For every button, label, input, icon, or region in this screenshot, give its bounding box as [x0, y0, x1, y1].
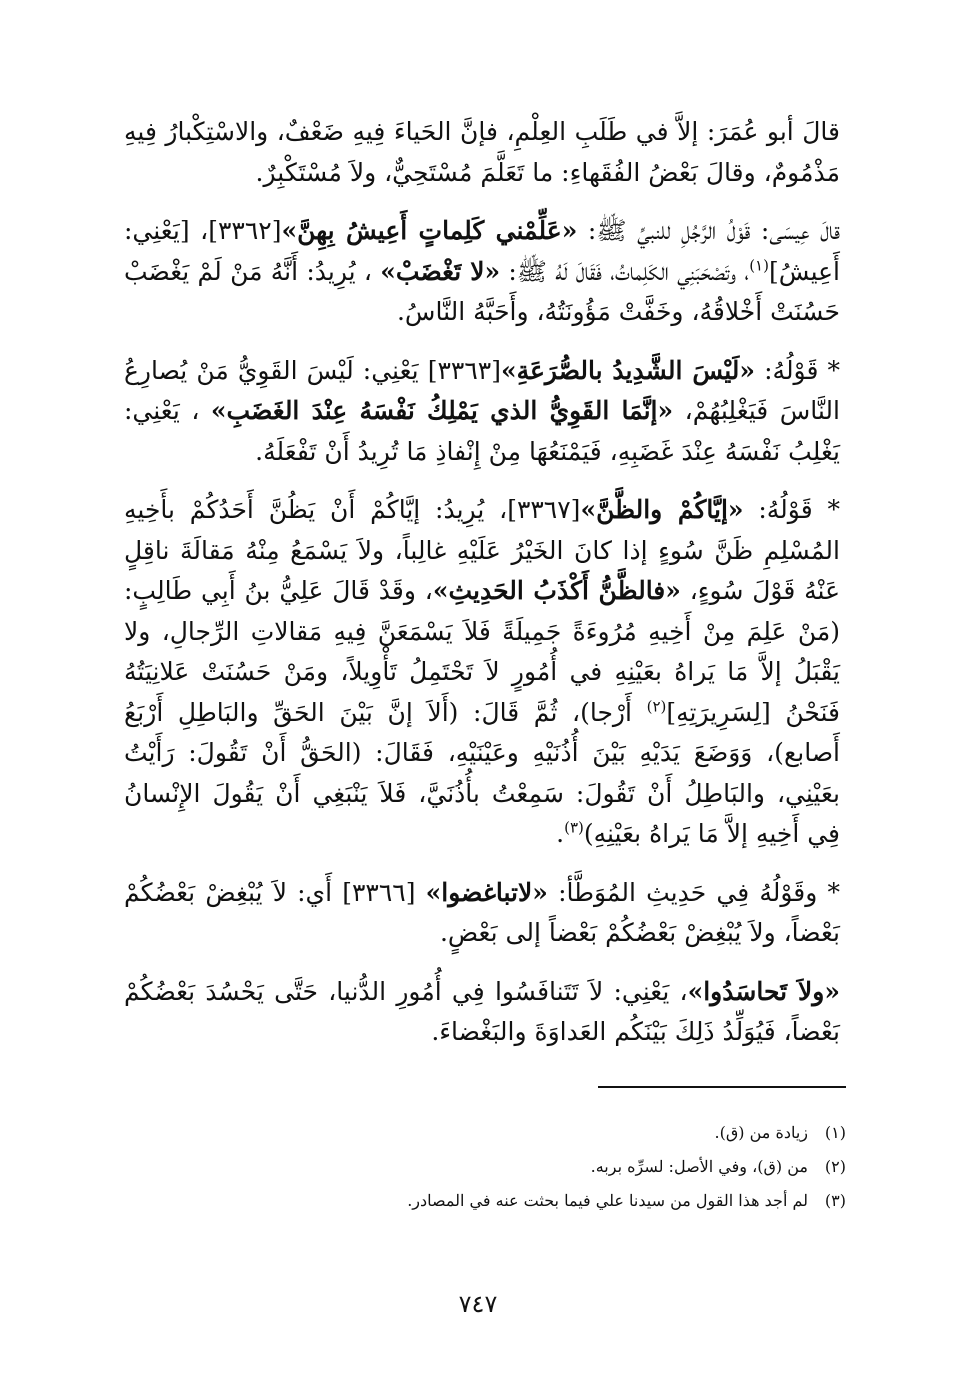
text-run: قالَ أبو عُمَرَ: إلاَّ في طَلَبِ العِلْمِ، فإنَّ الحَياءَ فِيهِ ضَعْفٌ، والاسْتِكْبارُ فِيهِ مَذْمُومٌ، وقالَ بَعْضُ الفُقَهاءِ: ما تَعَلَّمَ مُسْتَحِيٌّ، ولاَ مُسْتَكْبِرٌ.: [124, 117, 840, 187]
footnote-separator: [598, 1086, 846, 1088]
text-run: [٣٣٦٢]، [يَعْنِي: أَعِيشُ]: [124, 216, 841, 286]
text-run: ، يَعْنِي: لاَ تَتَنافَسُوا فِي أُمُورِ الدُّنيا، حَتَّى يَحْسُدَ بَعْضُكُمْ بَعْضاً، فَيُوَلِّدُ ذَلِكَ بَيْنَكُم العَداوَةَ والبَغْضاءَ.: [124, 976, 840, 1046]
text-run: * وقَوْلُهُ فِي حَدِيثِ المُوَطَّأ:: [547, 877, 840, 907]
text-run: .: [556, 819, 565, 848]
hadith-quote: «لا تَغْضَبْ»: [380, 256, 501, 286]
text-run: ، وتَصْحَبَنِي الكَلِماتُ، فَقَالَ لَهُ ﷺ:: [500, 256, 750, 286]
text-run: [٣٣٦٧]، يُرِيدُ: إيَّاكُمْ أَنْ يَظُنَّ أَحَدُكُمْ بأَخِيهِ المُسْلِمِ ظَنَّ سُوءٍ إذا كانَ الخَيْرُ عَلَيْهِ غالِباً، ولاَ يَسْمَعُ مِنْهُ مَقالَةَ ناقِلٍ عَنْهُ قَوْلَ سُوءٍ،: [124, 495, 841, 605]
hadith-quote: «إيَّاكُمْ والظَّنَّ»: [580, 495, 744, 524]
paragraph: [124, 490, 840, 855]
text-run: ، يُرِيدُ: أَنَّهُ مَنْ لَمْ يَغْضَبْ حَسُنَتْ أَخْلاقُهُ، وخَفَّتْ مَؤُونَتُهُ، وأَحَبَّهُ النَّاسُ.: [124, 256, 840, 326]
text-run: [٣٣٦٣] يَعْنِي: لَيْسَ القَوِيُّ مَنْ يُصارِعُ النَّاسَ فَيَغْلِبُهُمْ،: [124, 355, 840, 425]
footnote-number: (٢): [824, 1157, 846, 1176]
footnote-number: (٣): [824, 1191, 846, 1210]
hadith-quote: «لَيْسَ الشَّدِيدُ بالصُّرَعَةِ»: [500, 355, 756, 385]
hadith-quote: «ولاَ تَحاسَدُوا»: [687, 976, 840, 1006]
footnotes: [200, 1116, 846, 1218]
footnote-ref: (١): [749, 256, 769, 275]
footnote: [200, 1116, 846, 1150]
paragraph: [124, 972, 840, 1053]
text-run: * قَوْلُهُ:: [755, 355, 841, 385]
footnote-text: لم أجد هذا القول من سيدنا علي فيما بحثت عنه في المصادر.: [407, 1191, 808, 1210]
paragraph: [124, 211, 840, 333]
footnote-number: (١): [824, 1123, 846, 1142]
text-run: [٣٣٦٦] أَي: لاَ يُبْغِضْ بَعْضُكُمْ بَعْضاً، ولاَ يُبْغِضْ بَعْضُكُمْ بَعْضاً إلى بَعْضٍ.: [124, 877, 840, 947]
text-run: * قَوْلُهُ:: [743, 495, 840, 524]
footnote-ref: (٢): [646, 697, 667, 716]
page-number: ٧٤٧: [458, 1290, 498, 1318]
paragraph: [124, 873, 840, 954]
footnote: [200, 1184, 846, 1218]
text-run: أَرْجا)، ثُمَّ قَالَ: (أَلاَ إنَّ بَيْنَ الحَقِّ والبَاطِلِ أَرْبَعُ أَصابع)، وَوَضَعَ يَدَيْهِ بَيْنَ أُذُنَيْهِ وعَيْنَيْهِ، فَقَالَ: (الحَقُّ أَنْ تَقُولَ: رَأَيْتُ بعَيْنِي، والبَاطِلُ أَنْ تَقُولَ: سَمِعْتُ بأُذُنَيَّ، فَلاَ يَنْبَغِي أَنْ يَقُولَ الإِنْسانُ فِي أَخِيهِ إلاَّ مَا يَراهُ بعَيْنِهِ): [124, 697, 840, 848]
main-text: [124, 112, 840, 1071]
footnote-ref: (٣): [564, 818, 584, 837]
hadith-quote: «إنَّمَا القَوِيُّ الذي يَمْلِكُ نَفْسَهُ عِنْدَ الغَضَبِ»: [210, 396, 674, 425]
hadith-quote: «عَلِّمْني كَلِماتٍ أَعِيشُ بِهِنَّ»: [281, 216, 578, 245]
paragraph: [124, 112, 840, 193]
footnote: [200, 1150, 846, 1184]
text-run: ، وقَدْ قَالَ عَلِيُّ بنُ أَبِي طَالِبٍ: (مَنْ عَلِمَ مِنْ أَخِيهِ مُرُوءَةً جَمِيلَةً فَلاَ يَسْمَعَنَّ فِيهِ مَقالاتِ الرِّجالِ، ولا يَقْبَلُ إلاَّ مَا يَراهُ بعَيْنِهِ في أُمُورٍ لاَ تَحْتَمِلُ تَأْوِيلاً، ومَنْ حَسُنَتْ عَلانِيَتُهُ فَنَحْنُ [لِسَرِيرَتِهِ]: [124, 576, 840, 727]
footnote-text: من (ق)، وفي الأصل: لسرِّه بربه.: [590, 1157, 808, 1176]
text-run: ، يَعْنِي: يَغْلِبُ نَفْسَهُ عِنْدَ غَضَبِهِ، فَيَمْنَعُهَا مِنْ إِنْفاذِ مَا تُرِيدُ أَنْ تَفْعَلَهُ.: [124, 396, 840, 466]
hadith-quote: «فالظَّنُّ أَكْذَبُ الحَدِيثِ»: [432, 576, 681, 605]
hadith-quote: «لاتباغضوا»: [425, 877, 548, 907]
footnote-text: زيادة من (ق).: [714, 1123, 808, 1142]
paragraph: [124, 351, 840, 473]
text-run: قالَ عِيسَى: قَوْلُ الرَّجُلِ للنبيِّ ﷺ:: [577, 216, 840, 245]
